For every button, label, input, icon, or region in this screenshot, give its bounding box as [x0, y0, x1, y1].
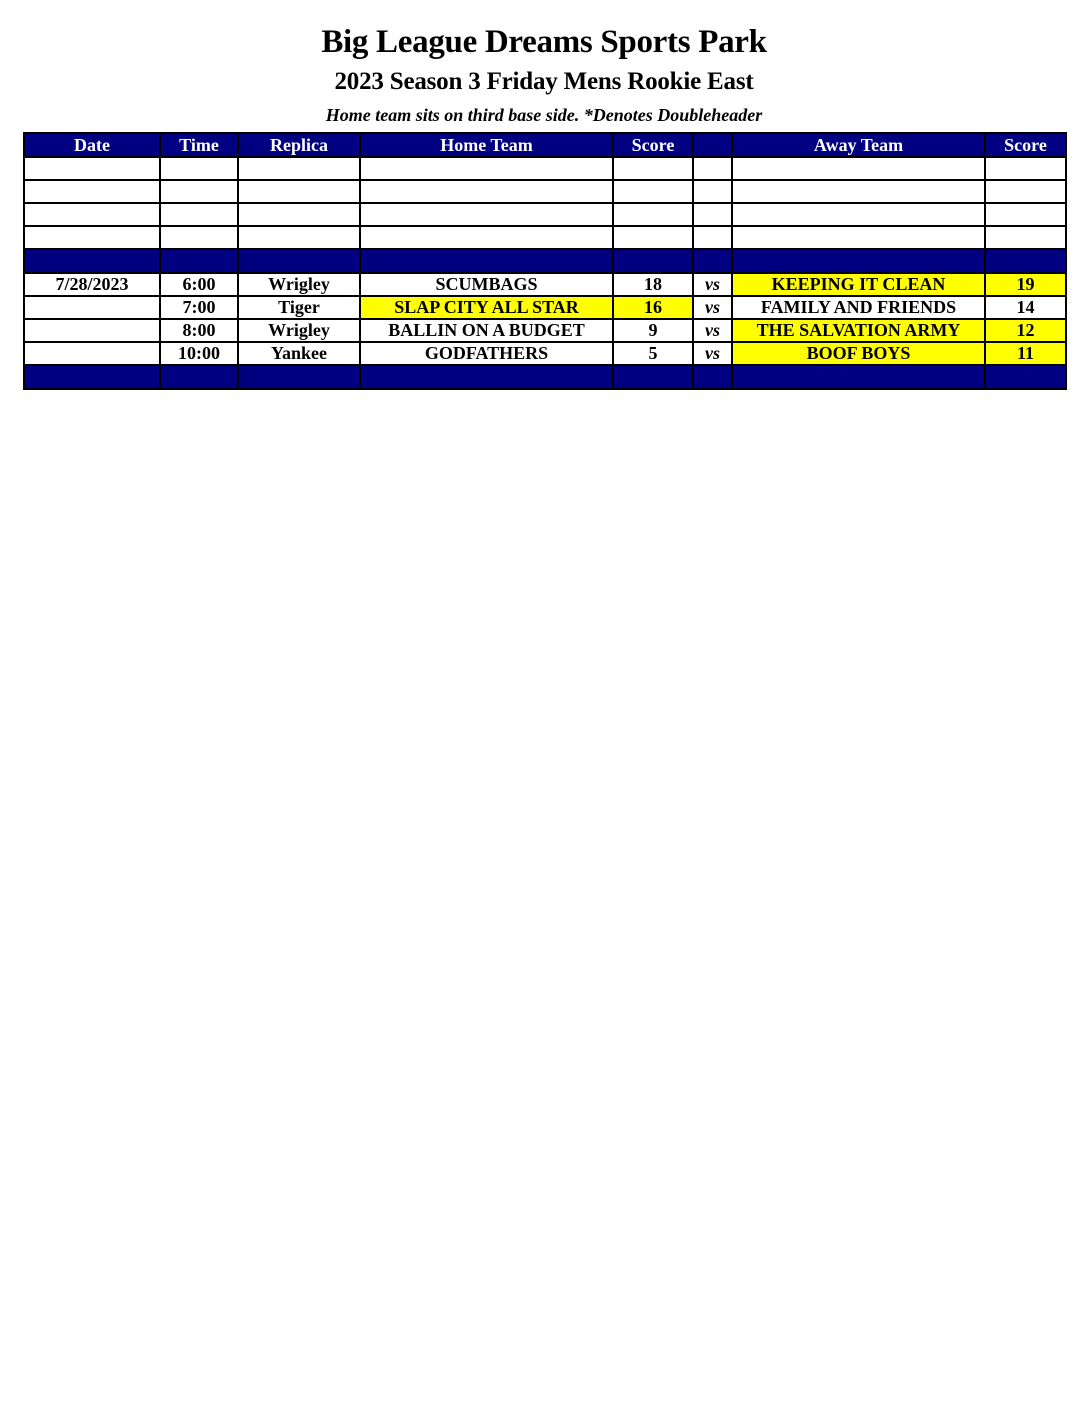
col-header-vs	[693, 133, 732, 157]
separator-cell	[613, 365, 693, 389]
empty-cell	[238, 157, 360, 180]
home-team: SCUMBAGS	[360, 273, 613, 296]
separator-cell	[360, 249, 613, 273]
empty-cell	[613, 157, 693, 180]
home-score: 5	[613, 342, 693, 365]
empty-cell	[24, 203, 160, 226]
empty-cell	[985, 180, 1066, 203]
separator-cell	[985, 249, 1066, 273]
schedule-table	[23, 132, 1067, 390]
game-date	[24, 319, 160, 342]
home-score: 16	[613, 296, 693, 319]
separator-cell	[24, 365, 160, 389]
game-time: 7:00	[160, 296, 238, 319]
vs-label: vs	[693, 273, 732, 296]
game-replica: Wrigley	[238, 319, 360, 342]
away-team: BOOF BOYS	[732, 342, 985, 365]
separator-cell	[613, 249, 693, 273]
away-team: KEEPING IT CLEAN	[732, 273, 985, 296]
home-score: 18	[613, 273, 693, 296]
empty-cell	[693, 157, 732, 180]
vs-label: vs	[693, 342, 732, 365]
col-header-home-team: Home Team	[360, 133, 613, 157]
game-time: 8:00	[160, 319, 238, 342]
home-team: SLAP CITY ALL STAR	[360, 296, 613, 319]
home-team: GODFATHERS	[360, 342, 613, 365]
empty-cell	[732, 226, 985, 249]
empty-cell	[985, 226, 1066, 249]
empty-cell	[613, 180, 693, 203]
empty-cell	[24, 157, 160, 180]
game-time: 10:00	[160, 342, 238, 365]
empty-cell	[732, 180, 985, 203]
col-header-away-team: Away Team	[732, 133, 985, 157]
away-score: 11	[985, 342, 1066, 365]
separator-row	[24, 249, 1066, 273]
empty-cell	[360, 203, 613, 226]
empty-cell	[160, 226, 238, 249]
game-date	[24, 296, 160, 319]
empty-cell	[732, 157, 985, 180]
separator-cell	[732, 249, 985, 273]
empty-cell	[238, 180, 360, 203]
away-score: 12	[985, 319, 1066, 342]
empty-cell	[693, 203, 732, 226]
empty-cell	[238, 203, 360, 226]
vs-label: vs	[693, 319, 732, 342]
game-date: 7/28/2023	[24, 273, 160, 296]
separator-cell	[985, 365, 1066, 389]
empty-row	[24, 157, 1066, 180]
col-header-home-score: Score	[613, 133, 693, 157]
game-row	[24, 273, 1066, 296]
separator-cell	[693, 249, 732, 273]
empty-cell	[160, 203, 238, 226]
away-team: FAMILY AND FRIENDS	[732, 296, 985, 319]
game-row	[24, 342, 1066, 365]
game-replica: Yankee	[238, 342, 360, 365]
empty-cell	[613, 203, 693, 226]
home-team: BALLIN ON A BUDGET	[360, 319, 613, 342]
game-row	[24, 296, 1066, 319]
empty-cell	[732, 203, 985, 226]
empty-cell	[360, 226, 613, 249]
separator-cell	[732, 365, 985, 389]
empty-row	[24, 203, 1066, 226]
separator-cell	[693, 365, 732, 389]
empty-cell	[24, 180, 160, 203]
game-replica: Tiger	[238, 296, 360, 319]
separator-cell	[238, 365, 360, 389]
game-time: 6:00	[160, 273, 238, 296]
separator-cell	[160, 249, 238, 273]
empty-cell	[985, 203, 1066, 226]
empty-cell	[985, 157, 1066, 180]
away-score: 14	[985, 296, 1066, 319]
empty-cell	[360, 180, 613, 203]
separator-row	[24, 365, 1066, 389]
col-header-time: Time	[160, 133, 238, 157]
empty-cell	[360, 157, 613, 180]
page-note: Home team sits on third base side. *Denotes Doubleheader	[325, 105, 763, 125]
separator-cell	[160, 365, 238, 389]
home-score: 9	[613, 319, 693, 342]
col-header-away-score: Score	[985, 133, 1066, 157]
empty-row	[24, 226, 1066, 249]
vs-label: vs	[693, 296, 732, 319]
separator-cell	[360, 365, 613, 389]
game-row	[24, 319, 1066, 342]
col-header-date: Date	[24, 133, 160, 157]
empty-row	[24, 180, 1066, 203]
empty-cell	[693, 226, 732, 249]
empty-cell	[24, 226, 160, 249]
empty-cell	[613, 226, 693, 249]
table-header-row	[24, 133, 1066, 157]
game-date	[24, 342, 160, 365]
separator-cell	[24, 249, 160, 273]
empty-cell	[160, 157, 238, 180]
away-team: THE SALVATION ARMY	[732, 319, 985, 342]
empty-cell	[238, 226, 360, 249]
page-title: Big League Dreams Sports Park	[321, 24, 767, 60]
away-score: 19	[985, 273, 1066, 296]
col-header-replica: Replica	[238, 133, 360, 157]
empty-cell	[693, 180, 732, 203]
separator-cell	[238, 249, 360, 273]
page-subtitle: 2023 Season 3 Friday Mens Rookie East	[334, 68, 754, 95]
empty-cell	[160, 180, 238, 203]
game-replica: Wrigley	[238, 273, 360, 296]
